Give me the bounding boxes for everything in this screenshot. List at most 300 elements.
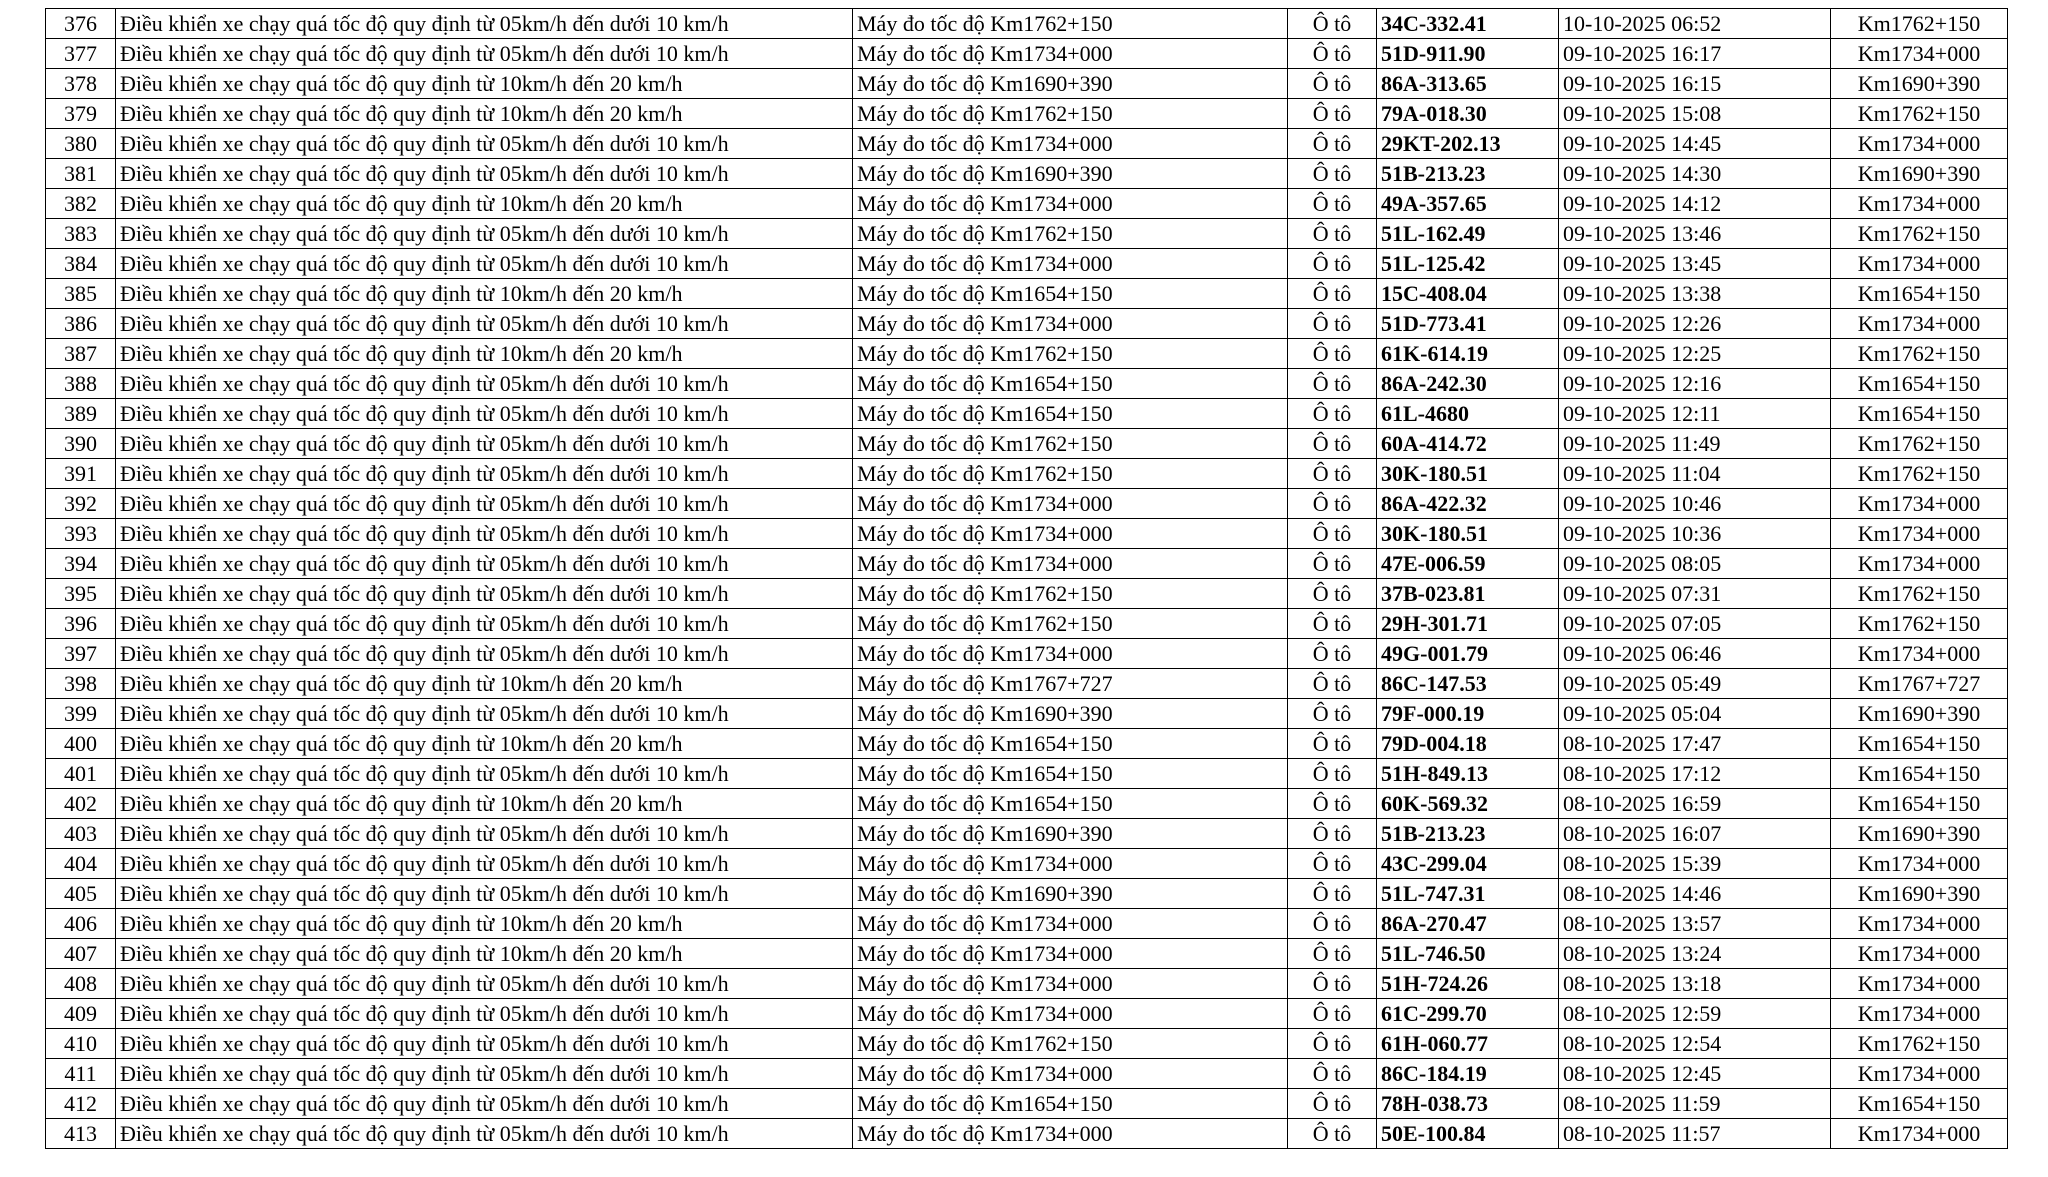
violation-time-cell: 09-10-2025 14:12 <box>1559 189 1831 219</box>
table-row <box>46 609 2008 639</box>
violation-location-cell: Km1690+390 <box>1831 819 2008 849</box>
violation-location-cell: Km1734+000 <box>1831 909 2008 939</box>
detection-device-cell: Máy đo tốc độ Km1734+000 <box>853 639 1288 669</box>
vehicle-type-cell: Ô tô <box>1288 699 1377 729</box>
detection-device-cell: Máy đo tốc độ Km1762+150 <box>853 459 1288 489</box>
violation-location-cell: Km1654+150 <box>1831 399 2008 429</box>
violation-description-cell: Điều khiển xe chạy quá tốc độ quy định từ 05km/h đến dưới 10 km/h <box>116 879 853 909</box>
row-number-cell: 405 <box>46 879 116 909</box>
detection-device-cell: Máy đo tốc độ Km1767+727 <box>853 669 1288 699</box>
table-row <box>46 519 2008 549</box>
vehicle-type-cell: Ô tô <box>1288 1029 1377 1059</box>
violation-description-cell: Điều khiển xe chạy quá tốc độ quy định từ 05km/h đến dưới 10 km/h <box>116 249 853 279</box>
violation-location-cell: Km1734+000 <box>1831 969 2008 999</box>
detection-device-cell: Máy đo tốc độ Km1654+150 <box>853 759 1288 789</box>
vehicle-type-cell: Ô tô <box>1288 39 1377 69</box>
violation-description-cell: Điều khiển xe chạy quá tốc độ quy định từ 05km/h đến dưới 10 km/h <box>116 999 853 1029</box>
detection-device-cell: Máy đo tốc độ Km1654+150 <box>853 369 1288 399</box>
violation-time-cell: 09-10-2025 16:15 <box>1559 69 1831 99</box>
violation-location-cell: Km1734+000 <box>1831 999 2008 1029</box>
vehicle-type-cell: Ô tô <box>1288 1119 1377 1149</box>
table-row <box>46 1029 2008 1059</box>
violation-description-cell: Điều khiển xe chạy quá tốc độ quy định từ 05km/h đến dưới 10 km/h <box>116 609 853 639</box>
vehicle-type-cell: Ô tô <box>1288 879 1377 909</box>
table-row <box>46 249 2008 279</box>
vehicle-type-cell: Ô tô <box>1288 279 1377 309</box>
table-row <box>46 99 2008 129</box>
violation-location-cell: Km1762+150 <box>1831 99 2008 129</box>
row-number-cell: 385 <box>46 279 116 309</box>
violation-description-cell: Điều khiển xe chạy quá tốc độ quy định từ 05km/h đến dưới 10 km/h <box>116 759 853 789</box>
vehicle-type-cell: Ô tô <box>1288 609 1377 639</box>
violation-description-cell: Điều khiển xe chạy quá tốc độ quy định từ 05km/h đến dưới 10 km/h <box>116 849 853 879</box>
row-number-cell: 383 <box>46 219 116 249</box>
detection-device-cell: Máy đo tốc độ Km1654+150 <box>853 789 1288 819</box>
detection-device-cell: Máy đo tốc độ Km1654+150 <box>853 399 1288 429</box>
license-plate-cell: 51L-125.42 <box>1377 249 1559 279</box>
violation-location-cell: Km1762+150 <box>1831 459 2008 489</box>
vehicle-type-cell: Ô tô <box>1288 159 1377 189</box>
violation-location-cell: Km1690+390 <box>1831 699 2008 729</box>
vehicle-type-cell: Ô tô <box>1288 789 1377 819</box>
violation-description-cell: Điều khiển xe chạy quá tốc độ quy định từ 05km/h đến dưới 10 km/h <box>116 489 853 519</box>
violations-table-body <box>46 9 2008 1149</box>
row-number-cell: 403 <box>46 819 116 849</box>
violation-location-cell: Km1734+000 <box>1831 519 2008 549</box>
license-plate-cell: 47E-006.59 <box>1377 549 1559 579</box>
violation-description-cell: Điều khiển xe chạy quá tốc độ quy định từ 10km/h đến 20 km/h <box>116 99 853 129</box>
row-number-cell: 388 <box>46 369 116 399</box>
table-row <box>46 309 2008 339</box>
detection-device-cell: Máy đo tốc độ Km1690+390 <box>853 69 1288 99</box>
table-row <box>46 969 2008 999</box>
row-number-cell: 410 <box>46 1029 116 1059</box>
violation-location-cell: Km1734+000 <box>1831 309 2008 339</box>
violation-location-cell: Km1762+150 <box>1831 609 2008 639</box>
violation-location-cell: Km1734+000 <box>1831 489 2008 519</box>
violation-description-cell: Điều khiển xe chạy quá tốc độ quy định từ 05km/h đến dưới 10 km/h <box>116 1059 853 1089</box>
violation-time-cell: 09-10-2025 12:11 <box>1559 399 1831 429</box>
table-row <box>46 429 2008 459</box>
row-number-cell: 402 <box>46 789 116 819</box>
license-plate-cell: 29KT-202.13 <box>1377 129 1559 159</box>
row-number-cell: 392 <box>46 489 116 519</box>
license-plate-cell: 37B-023.81 <box>1377 579 1559 609</box>
detection-device-cell: Máy đo tốc độ Km1690+390 <box>853 159 1288 189</box>
license-plate-cell: 51B-213.23 <box>1377 819 1559 849</box>
detection-device-cell: Máy đo tốc độ Km1762+150 <box>853 579 1288 609</box>
row-number-cell: 394 <box>46 549 116 579</box>
violation-location-cell: Km1734+000 <box>1831 1119 2008 1149</box>
license-plate-cell: 49G-001.79 <box>1377 639 1559 669</box>
violation-time-cell: 09-10-2025 15:08 <box>1559 99 1831 129</box>
license-plate-cell: 60A-414.72 <box>1377 429 1559 459</box>
violation-location-cell: Km1762+150 <box>1831 219 2008 249</box>
vehicle-type-cell: Ô tô <box>1288 69 1377 99</box>
detection-device-cell: Máy đo tốc độ Km1734+000 <box>853 129 1288 159</box>
violation-time-cell: 08-10-2025 13:18 <box>1559 969 1831 999</box>
violation-description-cell: Điều khiển xe chạy quá tốc độ quy định từ 10km/h đến 20 km/h <box>116 909 853 939</box>
table-row <box>46 729 2008 759</box>
violation-time-cell: 09-10-2025 06:46 <box>1559 639 1831 669</box>
vehicle-type-cell: Ô tô <box>1288 459 1377 489</box>
violation-time-cell: 09-10-2025 13:46 <box>1559 219 1831 249</box>
violation-description-cell: Điều khiển xe chạy quá tốc độ quy định từ 05km/h đến dưới 10 km/h <box>116 39 853 69</box>
vehicle-type-cell: Ô tô <box>1288 549 1377 579</box>
violation-description-cell: Điều khiển xe chạy quá tốc độ quy định từ 05km/h đến dưới 10 km/h <box>116 819 853 849</box>
license-plate-cell: 29H-301.71 <box>1377 609 1559 639</box>
violation-description-cell: Điều khiển xe chạy quá tốc độ quy định từ 05km/h đến dưới 10 km/h <box>116 1119 853 1149</box>
license-plate-cell: 50E-100.84 <box>1377 1119 1559 1149</box>
row-number-cell: 378 <box>46 69 116 99</box>
violation-time-cell: 09-10-2025 11:04 <box>1559 459 1831 489</box>
license-plate-cell: 60K-569.32 <box>1377 789 1559 819</box>
row-number-cell: 384 <box>46 249 116 279</box>
violation-location-cell: Km1654+150 <box>1831 729 2008 759</box>
license-plate-cell: 51L-747.31 <box>1377 879 1559 909</box>
violation-location-cell: Km1734+000 <box>1831 549 2008 579</box>
violation-time-cell: 09-10-2025 11:49 <box>1559 429 1831 459</box>
detection-device-cell: Máy đo tốc độ Km1762+150 <box>853 429 1288 459</box>
vehicle-type-cell: Ô tô <box>1288 939 1377 969</box>
violation-description-cell: Điều khiển xe chạy quá tốc độ quy định từ 05km/h đến dưới 10 km/h <box>116 9 853 39</box>
violation-location-cell: Km1690+390 <box>1831 69 2008 99</box>
table-row <box>46 189 2008 219</box>
violation-time-cell: 08-10-2025 16:59 <box>1559 789 1831 819</box>
violation-description-cell: Điều khiển xe chạy quá tốc độ quy định từ 05km/h đến dưới 10 km/h <box>116 1089 853 1119</box>
license-plate-cell: 86A-313.65 <box>1377 69 1559 99</box>
violation-description-cell: Điều khiển xe chạy quá tốc độ quy định từ 05km/h đến dưới 10 km/h <box>116 639 853 669</box>
row-number-cell: 404 <box>46 849 116 879</box>
violation-description-cell: Điều khiển xe chạy quá tốc độ quy định từ 10km/h đến 20 km/h <box>116 729 853 759</box>
violation-description-cell: Điều khiển xe chạy quá tốc độ quy định từ 10km/h đến 20 km/h <box>116 669 853 699</box>
table-row <box>46 339 2008 369</box>
license-plate-cell: 34C-332.41 <box>1377 9 1559 39</box>
violation-location-cell: Km1734+000 <box>1831 39 2008 69</box>
vehicle-type-cell: Ô tô <box>1288 219 1377 249</box>
table-row <box>46 579 2008 609</box>
violation-description-cell: Điều khiển xe chạy quá tốc độ quy định từ 10km/h đến 20 km/h <box>116 189 853 219</box>
detection-device-cell: Máy đo tốc độ Km1734+000 <box>853 909 1288 939</box>
violation-time-cell: 09-10-2025 13:45 <box>1559 249 1831 279</box>
vehicle-type-cell: Ô tô <box>1288 1059 1377 1089</box>
row-number-cell: 407 <box>46 939 116 969</box>
row-number-cell: 397 <box>46 639 116 669</box>
table-row <box>46 1089 2008 1119</box>
detection-device-cell: Máy đo tốc độ Km1734+000 <box>853 249 1288 279</box>
violation-time-cell: 09-10-2025 12:16 <box>1559 369 1831 399</box>
detection-device-cell: Máy đo tốc độ Km1734+000 <box>853 189 1288 219</box>
violation-description-cell: Điều khiển xe chạy quá tốc độ quy định từ 10km/h đến 20 km/h <box>116 939 853 969</box>
table-row <box>46 1059 2008 1089</box>
detection-device-cell: Máy đo tốc độ Km1690+390 <box>853 879 1288 909</box>
row-number-cell: 399 <box>46 699 116 729</box>
vehicle-type-cell: Ô tô <box>1288 1089 1377 1119</box>
license-plate-cell: 51D-911.90 <box>1377 39 1559 69</box>
table-row <box>46 69 2008 99</box>
detection-device-cell: Máy đo tốc độ Km1734+000 <box>853 309 1288 339</box>
row-number-cell: 377 <box>46 39 116 69</box>
violation-location-cell: Km1767+727 <box>1831 669 2008 699</box>
license-plate-cell: 79A-018.30 <box>1377 99 1559 129</box>
vehicle-type-cell: Ô tô <box>1288 909 1377 939</box>
violation-time-cell: 08-10-2025 15:39 <box>1559 849 1831 879</box>
detection-device-cell: Máy đo tốc độ Km1762+150 <box>853 99 1288 129</box>
violation-time-cell: 09-10-2025 12:25 <box>1559 339 1831 369</box>
violation-time-cell: 09-10-2025 07:05 <box>1559 609 1831 639</box>
detection-device-cell: Máy đo tốc độ Km1654+150 <box>853 1089 1288 1119</box>
license-plate-cell: 49A-357.65 <box>1377 189 1559 219</box>
row-number-cell: 379 <box>46 99 116 129</box>
detection-device-cell: Máy đo tốc độ Km1734+000 <box>853 849 1288 879</box>
table-row <box>46 549 2008 579</box>
vehicle-type-cell: Ô tô <box>1288 849 1377 879</box>
violation-location-cell: Km1762+150 <box>1831 579 2008 609</box>
row-number-cell: 391 <box>46 459 116 489</box>
table-row <box>46 279 2008 309</box>
violation-description-cell: Điều khiển xe chạy quá tốc độ quy định từ 10km/h đến 20 km/h <box>116 279 853 309</box>
vehicle-type-cell: Ô tô <box>1288 189 1377 219</box>
violation-time-cell: 08-10-2025 14:46 <box>1559 879 1831 909</box>
vehicle-type-cell: Ô tô <box>1288 369 1377 399</box>
violation-time-cell: 08-10-2025 12:59 <box>1559 999 1831 1029</box>
violation-time-cell: 08-10-2025 17:12 <box>1559 759 1831 789</box>
table-row <box>46 39 2008 69</box>
violation-description-cell: Điều khiển xe chạy quá tốc độ quy định từ 05km/h đến dưới 10 km/h <box>116 699 853 729</box>
violation-time-cell: 09-10-2025 05:04 <box>1559 699 1831 729</box>
license-plate-cell: 61H-060.77 <box>1377 1029 1559 1059</box>
license-plate-cell: 51L-746.50 <box>1377 939 1559 969</box>
violation-time-cell: 08-10-2025 11:57 <box>1559 1119 1831 1149</box>
table-row <box>46 939 2008 969</box>
violation-location-cell: Km1734+000 <box>1831 849 2008 879</box>
violation-time-cell: 09-10-2025 10:36 <box>1559 519 1831 549</box>
vehicle-type-cell: Ô tô <box>1288 99 1377 129</box>
violation-time-cell: 08-10-2025 17:47 <box>1559 729 1831 759</box>
license-plate-cell: 51H-724.26 <box>1377 969 1559 999</box>
license-plate-cell: 86A-422.32 <box>1377 489 1559 519</box>
violation-description-cell: Điều khiển xe chạy quá tốc độ quy định từ 10km/h đến 20 km/h <box>116 339 853 369</box>
violation-location-cell: Km1762+150 <box>1831 339 2008 369</box>
row-number-cell: 387 <box>46 339 116 369</box>
violation-time-cell: 08-10-2025 13:24 <box>1559 939 1831 969</box>
license-plate-cell: 61K-614.19 <box>1377 339 1559 369</box>
violation-time-cell: 09-10-2025 08:05 <box>1559 549 1831 579</box>
violation-location-cell: Km1734+000 <box>1831 189 2008 219</box>
violation-description-cell: Điều khiển xe chạy quá tốc độ quy định từ 05km/h đến dưới 10 km/h <box>116 129 853 159</box>
table-row <box>46 489 2008 519</box>
violation-location-cell: Km1734+000 <box>1831 939 2008 969</box>
violation-time-cell: 08-10-2025 13:57 <box>1559 909 1831 939</box>
violation-description-cell: Điều khiển xe chạy quá tốc độ quy định từ 05km/h đến dưới 10 km/h <box>116 309 853 339</box>
row-number-cell: 395 <box>46 579 116 609</box>
violation-time-cell: 08-10-2025 16:07 <box>1559 819 1831 849</box>
license-plate-cell: 61C-299.70 <box>1377 999 1559 1029</box>
vehicle-type-cell: Ô tô <box>1288 399 1377 429</box>
violation-location-cell: Km1654+150 <box>1831 789 2008 819</box>
table-row <box>46 219 2008 249</box>
vehicle-type-cell: Ô tô <box>1288 339 1377 369</box>
table-row <box>46 459 2008 489</box>
violation-time-cell: 08-10-2025 12:45 <box>1559 1059 1831 1089</box>
table-row <box>46 1119 2008 1149</box>
table-row <box>46 369 2008 399</box>
violation-description-cell: Điều khiển xe chạy quá tốc độ quy định từ 10km/h đến 20 km/h <box>116 789 853 819</box>
violation-location-cell: Km1690+390 <box>1831 879 2008 909</box>
license-plate-cell: 43C-299.04 <box>1377 849 1559 879</box>
row-number-cell: 408 <box>46 969 116 999</box>
violation-location-cell: Km1734+000 <box>1831 639 2008 669</box>
row-number-cell: 411 <box>46 1059 116 1089</box>
violation-description-cell: Điều khiển xe chạy quá tốc độ quy định từ 05km/h đến dưới 10 km/h <box>116 1029 853 1059</box>
detection-device-cell: Máy đo tốc độ Km1734+000 <box>853 489 1288 519</box>
violation-location-cell: Km1690+390 <box>1831 159 2008 189</box>
detection-device-cell: Máy đo tốc độ Km1762+150 <box>853 9 1288 39</box>
table-row <box>46 699 2008 729</box>
violation-description-cell: Điều khiển xe chạy quá tốc độ quy định từ 05km/h đến dưới 10 km/h <box>116 579 853 609</box>
vehicle-type-cell: Ô tô <box>1288 9 1377 39</box>
vehicle-type-cell: Ô tô <box>1288 249 1377 279</box>
detection-device-cell: Máy đo tốc độ Km1734+000 <box>853 939 1288 969</box>
violation-time-cell: 09-10-2025 14:45 <box>1559 129 1831 159</box>
table-row <box>46 159 2008 189</box>
row-number-cell: 413 <box>46 1119 116 1149</box>
vehicle-type-cell: Ô tô <box>1288 969 1377 999</box>
violation-time-cell: 09-10-2025 05:49 <box>1559 669 1831 699</box>
license-plate-cell: 51D-773.41 <box>1377 309 1559 339</box>
license-plate-cell: 79F-000.19 <box>1377 699 1559 729</box>
table-row <box>46 819 2008 849</box>
vehicle-type-cell: Ô tô <box>1288 639 1377 669</box>
violations-table <box>45 8 2008 1149</box>
violation-time-cell: 09-10-2025 07:31 <box>1559 579 1831 609</box>
row-number-cell: 380 <box>46 129 116 159</box>
violation-location-cell: Km1762+150 <box>1831 429 2008 459</box>
table-row <box>46 9 2008 39</box>
table-row <box>46 129 2008 159</box>
vehicle-type-cell: Ô tô <box>1288 309 1377 339</box>
violation-description-cell: Điều khiển xe chạy quá tốc độ quy định từ 05km/h đến dưới 10 km/h <box>116 969 853 999</box>
detection-device-cell: Máy đo tốc độ Km1734+000 <box>853 1059 1288 1089</box>
vehicle-type-cell: Ô tô <box>1288 819 1377 849</box>
violation-location-cell: Km1654+150 <box>1831 279 2008 309</box>
violation-description-cell: Điều khiển xe chạy quá tốc độ quy định từ 05km/h đến dưới 10 km/h <box>116 159 853 189</box>
violation-location-cell: Km1734+000 <box>1831 129 2008 159</box>
detection-device-cell: Máy đo tốc độ Km1654+150 <box>853 279 1288 309</box>
detection-device-cell: Máy đo tốc độ Km1690+390 <box>853 819 1288 849</box>
vehicle-type-cell: Ô tô <box>1288 759 1377 789</box>
table-row <box>46 879 2008 909</box>
violation-description-cell: Điều khiển xe chạy quá tốc độ quy định từ 05km/h đến dưới 10 km/h <box>116 519 853 549</box>
violation-time-cell: 09-10-2025 14:30 <box>1559 159 1831 189</box>
license-plate-cell: 86C-147.53 <box>1377 669 1559 699</box>
violation-location-cell: Km1654+150 <box>1831 759 2008 789</box>
row-number-cell: 396 <box>46 609 116 639</box>
license-plate-cell: 51H-849.13 <box>1377 759 1559 789</box>
license-plate-cell: 61L-4680 <box>1377 399 1559 429</box>
table-row <box>46 909 2008 939</box>
violation-location-cell: Km1654+150 <box>1831 1089 2008 1119</box>
license-plate-cell: 51B-213.23 <box>1377 159 1559 189</box>
detection-device-cell: Máy đo tốc độ Km1654+150 <box>853 729 1288 759</box>
violation-location-cell: Km1734+000 <box>1831 1059 2008 1089</box>
violation-time-cell: 09-10-2025 12:26 <box>1559 309 1831 339</box>
table-row <box>46 999 2008 1029</box>
violation-location-cell: Km1762+150 <box>1831 9 2008 39</box>
vehicle-type-cell: Ô tô <box>1288 579 1377 609</box>
license-plate-cell: 15C-408.04 <box>1377 279 1559 309</box>
row-number-cell: 393 <box>46 519 116 549</box>
row-number-cell: 386 <box>46 309 116 339</box>
detection-device-cell: Máy đo tốc độ Km1762+150 <box>853 609 1288 639</box>
row-number-cell: 389 <box>46 399 116 429</box>
table-row <box>46 789 2008 819</box>
detection-device-cell: Máy đo tốc độ Km1734+000 <box>853 999 1288 1029</box>
violation-description-cell: Điều khiển xe chạy quá tốc độ quy định từ 05km/h đến dưới 10 km/h <box>116 369 853 399</box>
vehicle-type-cell: Ô tô <box>1288 489 1377 519</box>
violation-time-cell: 09-10-2025 13:38 <box>1559 279 1831 309</box>
table-row <box>46 849 2008 879</box>
row-number-cell: 398 <box>46 669 116 699</box>
violation-location-cell: Km1734+000 <box>1831 249 2008 279</box>
detection-device-cell: Máy đo tốc độ Km1762+150 <box>853 339 1288 369</box>
row-number-cell: 381 <box>46 159 116 189</box>
license-plate-cell: 78H-038.73 <box>1377 1089 1559 1119</box>
vehicle-type-cell: Ô tô <box>1288 129 1377 159</box>
violation-description-cell: Điều khiển xe chạy quá tốc độ quy định từ 05km/h đến dưới 10 km/h <box>116 459 853 489</box>
row-number-cell: 412 <box>46 1089 116 1119</box>
violation-time-cell: 09-10-2025 10:46 <box>1559 489 1831 519</box>
detection-device-cell: Máy đo tốc độ Km1734+000 <box>853 969 1288 999</box>
violation-time-cell: 08-10-2025 11:59 <box>1559 1089 1831 1119</box>
table-row <box>46 669 2008 699</box>
row-number-cell: 400 <box>46 729 116 759</box>
row-number-cell: 401 <box>46 759 116 789</box>
row-number-cell: 406 <box>46 909 116 939</box>
vehicle-type-cell: Ô tô <box>1288 669 1377 699</box>
violation-time-cell: 08-10-2025 12:54 <box>1559 1029 1831 1059</box>
detection-device-cell: Máy đo tốc độ Km1734+000 <box>853 39 1288 69</box>
vehicle-type-cell: Ô tô <box>1288 729 1377 759</box>
license-plate-cell: 30K-180.51 <box>1377 459 1559 489</box>
vehicle-type-cell: Ô tô <box>1288 519 1377 549</box>
violation-time-cell: 09-10-2025 16:17 <box>1559 39 1831 69</box>
detection-device-cell: Máy đo tốc độ Km1734+000 <box>853 519 1288 549</box>
violation-description-cell: Điều khiển xe chạy quá tốc độ quy định từ 05km/h đến dưới 10 km/h <box>116 219 853 249</box>
table-row <box>46 759 2008 789</box>
license-plate-cell: 79D-004.18 <box>1377 729 1559 759</box>
row-number-cell: 390 <box>46 429 116 459</box>
violation-description-cell: Điều khiển xe chạy quá tốc độ quy định từ 05km/h đến dưới 10 km/h <box>116 429 853 459</box>
table-row <box>46 639 2008 669</box>
table-row <box>46 399 2008 429</box>
detection-device-cell: Máy đo tốc độ Km1762+150 <box>853 219 1288 249</box>
detection-device-cell: Máy đo tốc độ Km1734+000 <box>853 1119 1288 1149</box>
row-number-cell: 382 <box>46 189 116 219</box>
violation-description-cell: Điều khiển xe chạy quá tốc độ quy định từ 05km/h đến dưới 10 km/h <box>116 399 853 429</box>
violation-location-cell: Km1654+150 <box>1831 369 2008 399</box>
violation-time-cell: 10-10-2025 06:52 <box>1559 9 1831 39</box>
detection-device-cell: Máy đo tốc độ Km1690+390 <box>853 699 1288 729</box>
license-plate-cell: 86C-184.19 <box>1377 1059 1559 1089</box>
license-plate-cell: 86A-270.47 <box>1377 909 1559 939</box>
license-plate-cell: 51L-162.49 <box>1377 219 1559 249</box>
vehicle-type-cell: Ô tô <box>1288 429 1377 459</box>
license-plate-cell: 30K-180.51 <box>1377 519 1559 549</box>
violation-location-cell: Km1762+150 <box>1831 1029 2008 1059</box>
row-number-cell: 376 <box>46 9 116 39</box>
vehicle-type-cell: Ô tô <box>1288 999 1377 1029</box>
